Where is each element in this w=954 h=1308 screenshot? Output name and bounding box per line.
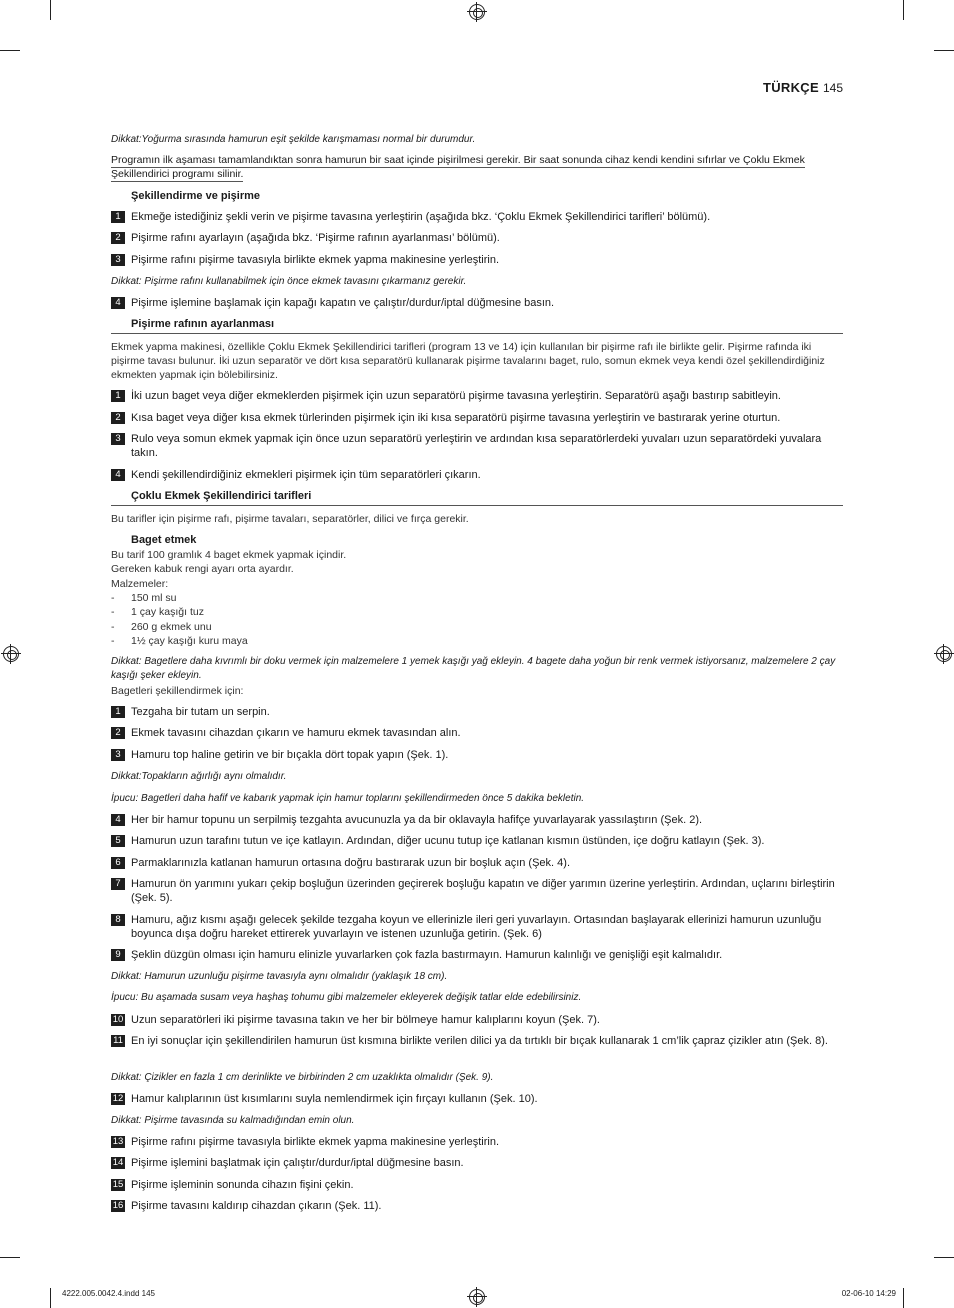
registration-mark-icon: [469, 4, 485, 20]
step: 10 Uzun separatörleri iki pişirme tavasına takın ve her bir bölmeye hamur kalıplarını koyun (Şek. 7).: [112, 1014, 600, 1026]
step: 4 Her bir hamur topunu un serpilmiş tezgahta avucunuzla ya da bir oklavayla hafifçe yuvarlayarak yassılaştırın (Şek. 2).: [111, 813, 843, 827]
crop-mark: [50, 1288, 51, 1308]
step: 2 Kısa baget veya diğer kısa ekmek türlerinden pişirmek için iki kısa separatörü pişirme tavasına yerleştirin ve bastırarak yerine oturtun.: [111, 411, 843, 425]
step: 12 Hamur kalıplarının üst kısımlarını suyla nemlendirmek için fırçayı kullanın (Şek. 10).: [112, 1093, 538, 1105]
step: 1 Tezgaha bir tutam un serpin.: [111, 705, 843, 719]
note: Dikkat:Yoğurma sırasında hamurun eşit şekilde karışmaması normal bir durumdur.: [111, 134, 476, 145]
page-header: [763, 80, 843, 95]
footer-date: 02-06-10 14:29: [841, 1289, 896, 1298]
tip: İpucu: Bu aşamada susam veya haşhaş tohumu gibi malzemeler ekleyerek değişik tatlar elde edebilirsiniz.: [111, 992, 582, 1003]
crop-mark: [0, 1257, 20, 1258]
section-heading: Çoklu Ekmek Şekillendirici tarifleri: [111, 489, 843, 506]
step: 3 Rulo veya somun ekmek yapmak için önce uzun separatörü yerleştirin ve ardından kısa separatörlerdeki yuvaları uzun separatördeki yuvalara takın.: [111, 432, 843, 460]
ingredient-item: - 150 ml su: [111, 592, 177, 604]
paragraph: Bu tarifler için pişirme rafı, pişirme tavaları, separatörler, dilici ve fırça gerekir.: [111, 513, 469, 525]
note: Dikkat: Pişirme tavasında su kalmadığından emin olun.: [111, 1115, 355, 1126]
ingredient-item: - 1½ çay kaşığı kuru maya: [111, 635, 248, 647]
registration-mark-icon: [3, 646, 19, 662]
note: Dikkat: Bagetlere daha kıvrımlı bir doku vermek için malzemelere 1 yemek kaşığı yağ ekleyin. 4 bagete daha yoğun bir renk vermek istiyorsanız, malzemelere 2 çay kaşığı şeker ekleyin.: [111, 656, 836, 681]
crop-mark: [903, 1288, 904, 1308]
language-label: TÜRKÇE: [763, 80, 819, 95]
tip: İpucu: Bagetleri daha hafif ve kabarık yapmak için hamur toplarını şekillendirmeden önce 5 dakika bekletin.: [111, 793, 585, 804]
note: Dikkat: Çizikler en fazla 1 cm derinlikte ve birbirinden 2 cm uzaklıkta olmalıdır (Şek. 9).: [111, 1072, 494, 1083]
step: 1 İki uzun baget veya diğer ekmeklerden pişirmek için uzun separatörü pişirme tavasına yerleştirin. Separatörü aşağı bastırıp sabitleyin.: [111, 389, 843, 403]
crop-mark: [903, 0, 904, 20]
step: 1 Ekmeğe istediğiniz şekli verin ve pişirme tavasına yerleştirin (aşağıda bkz. ‘Çoklu Ekmek Şekillendirici tarifleri’ bölümü).: [111, 210, 843, 224]
crop-mark: [934, 50, 954, 51]
note: Dikkat: Pişirme rafını kullanabilmek için önce ekmek tavasını çıkarmanız gerekir.: [111, 276, 467, 287]
step: 15 Pişirme işleminin sonunda cihazın fişini çekin.: [112, 1179, 354, 1191]
step: 14 Pişirme işlemini başlatmak için çalıştır/durdur/iptal düğmesine basın.: [112, 1157, 464, 1169]
recipe-line: Malzemeler:: [111, 578, 169, 590]
recipe-line: Gereken kabuk rengi ayarı orta ayardır.: [111, 563, 294, 575]
step: 11 En iyi sonuçlar için şekillendirilen hamurun üst kısmına birlikte verilen dilici ya da tırtıklı bir bıçak kullanarak 1 cm’lik çapraz çizikler atın (Şek. 8).: [111, 1034, 843, 1048]
ingredient-item: - 260 g ekmek unu: [111, 621, 212, 633]
ingredient-item: - 1 çay kaşığı tuz: [111, 606, 204, 618]
crop-mark: [0, 50, 20, 51]
step: 8 Hamuru, ağız kısmı aşağı gelecek şekilde tezgaha koyun ve ellerinizle ileri geri yuvarlayın. Ortasından başlayarak ellerinizi hamurun uzunluğu boyunca dışa doğru hareket ettirerek yuvarlayın ve istenen uzunluğa getirin. (Şek. 6): [111, 913, 843, 941]
step: 2 Ekmek tavasını cihazdan çıkarın ve hamuru ekmek tavasından alın.: [111, 726, 843, 740]
recipe-title: Baget etmek: [131, 534, 197, 546]
step: 13 Pişirme rafını pişirme tavasıyla birlikte ekmek yapma makinesine yerleştirin.: [112, 1136, 500, 1148]
footer-file: 4222.005.0042.4.indd 145: [62, 1289, 155, 1298]
step: 2 Pişirme rafını ayarlayın (aşağıda bkz. ‘Pişirme rafının ayarlanması’ bölümü).: [111, 231, 843, 245]
note: Dikkat: Hamurun uzunluğu pişirme tavasıyla aynı olmalıdır (yaklaşık 18 cm).: [111, 971, 448, 982]
step: 4 Kendi şekillendirdiğiniz ekmekleri pişirmek için tüm separatörleri çıkarın.: [111, 468, 843, 482]
paragraph: Ekmek yapma makinesi, özellikle Çoklu Ekmek Şekillendirici tarifleri (program 13 ve 14) için kullanılan bir pişirme rafı ile birlikte gelir. Pişirme rafında iki pişirme tavası bulunur. İki uzun separatör ve dört kısa separatörü kullanarak pişirme tavalarını baget, rulo, somun ekmek veya kendi özel şekillendirdiğiniz ekmekten yapmak için bölebilirsiniz.: [111, 341, 825, 381]
section-heading: Pişirme rafının ayarlanması: [111, 317, 843, 334]
paragraph: Bagetleri şekillendirmek için:: [111, 685, 244, 697]
step: 16 Pişirme tavasını kaldırıp cihazdan çıkarın (Şek. 11).: [112, 1200, 382, 1212]
note: Dikkat:Topakların ağırlığı aynı olmalıdır.: [111, 771, 287, 782]
registration-mark-icon: [936, 646, 952, 662]
step: 7 Hamurun ön yarımını yukarı çekip boşluğun üzerinden geçirerek boşluğu kapatın ve diğer yarımın üzerine yerleştirin. Ardından, uçlarını birleştirin (Şek. 5).: [111, 877, 843, 905]
crop-mark: [934, 1257, 954, 1258]
step: 4 Pişirme işlemine başlamak için kapağı kapatın ve çalıştır/durdur/iptal düğmesine basın.: [111, 296, 843, 310]
step: 3 Pişirme rafını pişirme tavasıyla birlikte ekmek yapma makinesine yerleştirin.: [111, 253, 843, 267]
step: 6 Parmaklarınızla katlanan hamurun ortasına doğru bastırarak uzun bir boşluk açın (Şek. 4).: [111, 856, 843, 870]
step: 5 Hamurun uzun tarafını tutun ve içe katlayın. Ardından, diğer ucunu tutup içe katlanan kısmın üstünden, içe doğru katlayın (Şek. 3).: [111, 834, 843, 848]
page-number: 145: [822, 81, 843, 95]
step: 3 Hamuru top haline getirin ve bir bıçakla dört topak yapın (Şek. 1).: [111, 748, 843, 762]
paragraph: Programın ilk aşaması tamamlandıktan sonra hamurun bir saat içinde pişirilmesi gerekir. Bir saat sonunda cihaz kendi kendini sıfırlar ve Çoklu Ekmek Şekillendirici programı silinir.: [111, 154, 805, 180]
registration-mark-icon: [469, 1289, 485, 1305]
step: 9 Şeklin düzgün olması için hamuru elinizle yuvarlarken çok fazla bastırmayın. Hamurun kalınlığı ve genişliği eşit kalmalıdır.: [111, 948, 843, 962]
section-heading: Şekillendirme ve pişirme: [131, 190, 261, 202]
recipe-line: Bu tarif 100 gramlık 4 baget ekmek yapmak içindir.: [111, 549, 347, 561]
crop-mark: [50, 0, 51, 20]
